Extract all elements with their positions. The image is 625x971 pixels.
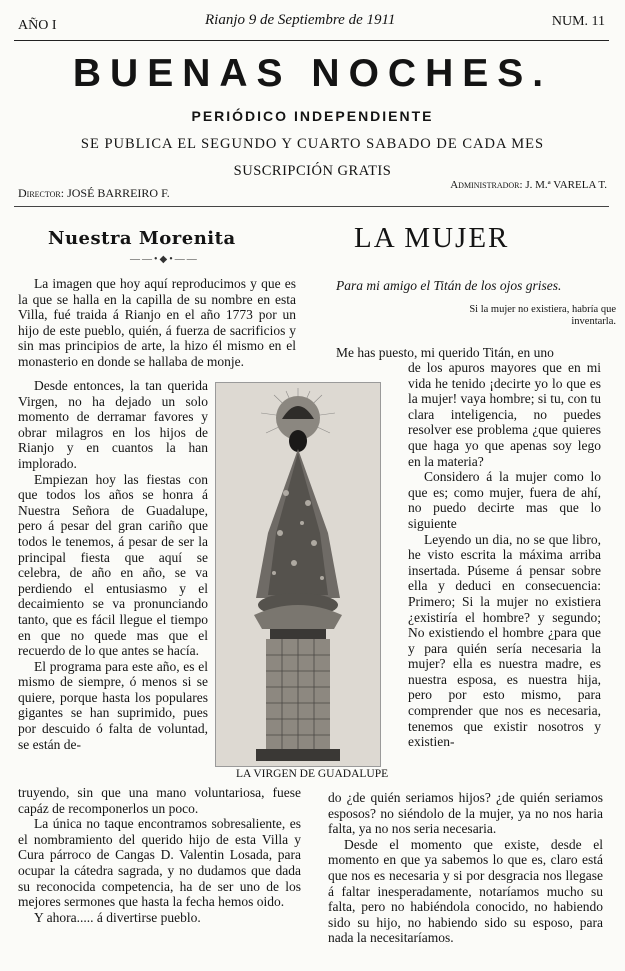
subscription-note: SUSCRIPCIÓN GRATIS — [233, 163, 392, 179]
paragraph: Y ahora..... á divertirse pueblo. — [34, 909, 201, 925]
virgin-figure-image — [215, 382, 381, 767]
morenita-narrow-column — [18, 378, 208, 752]
paragraph: La imagen que hoy aquí reproducimos y que es la que se halla en la capilla de su nombre en esta Villa, fué traida á Rianjo en el año 1773 por un hijo de este pueblo, quién, á fuerza de sacrificios y sin mas principios de arte, la hizo él mismo en el monasterio en donde se hallaba de monje. — [18, 276, 296, 369]
mujer-first-line — [336, 345, 601, 361]
mujer-narrow-column — [408, 360, 601, 750]
article-heading-morenita: Nuestra Morenita — [48, 228, 236, 249]
director-credit — [18, 186, 170, 201]
virgin-illustration — [216, 383, 380, 766]
paragraph: truyendo, sin que una mano voluntariosa, fuese capáz de recomponerlos un poco. — [18, 785, 301, 816]
director-label: Director: — [18, 186, 65, 200]
director-name: JOSÉ BARREIRO F. — [67, 186, 170, 200]
paragraph: Empiezan hoy las fiestas con que todos los años se honra á Nuestra Señora de Guadalupe, pero á pesar del gran cariño que todos le tenemos, á pesar de ser la principal fiesta que aquí se celebra, de año en año, se va perdiendo el entusiasmo y el decaimiento se va pronunciando tanto, que es fácil llegue el tiempo en que no quede mas que el recuerdo de lo que antes se hacía. — [18, 471, 208, 659]
administrator-credit — [450, 179, 607, 191]
paragraph: Desde entonces, la tan querida Virgen, no ha dejado un solo momento de derramar favores y obrar milagros en los hijos de Rianjo y en cuantos la han implorado. — [18, 378, 208, 471]
paragraph: Desde el momento que existe, desde el momento en que ya sabemos lo que es, claro está que nos es necesaria y si por desgracia nos llegase á faltar inesperadamente, notaríamos mucho su falta, pero no habiéndola conocido, no habiendo sido su hijo, no habiendo sido su esposo, para nada la necesitaríamos. — [328, 836, 603, 946]
publication-schedule: SE PUBLICA EL SEGUNDO Y CUARTO SABADO DE CADA MES — [80, 136, 545, 152]
morenita-intro — [18, 276, 296, 370]
masthead-rule — [14, 206, 609, 207]
paragraph: Considero á la mujer como lo que es; como mujer, fuera de ahí, no puedo decirte mas que lo siguiente — [408, 469, 601, 531]
paragraph: Me has puesto, mi querido Titán, en uno — [336, 345, 554, 360]
mujer-bottom-column — [328, 790, 603, 946]
issue-year: AÑO I — [18, 18, 57, 33]
paragraph: de los apuros mayores que en mi vida he tenido ¡decirte yo lo que es la mujer! vaya hombre; si tu, con tu clara inteligencia, no puedes resolver ese problema ¿que quieres que haga yo que apenas soy lego en la materia? — [408, 360, 601, 469]
administrator-name: J. M.ª VARELA T. — [525, 179, 607, 191]
newspaper-title: BUENAS NOCHES. — [72, 52, 553, 95]
article-heading-mujer: LA MUJER — [354, 222, 510, 254]
figure-caption: LA VIRGEN DE GUADALUPE — [236, 768, 389, 780]
newspaper-subtitle: PERIÓDICO INDEPENDIENTE — [191, 108, 434, 124]
administrator-label: Administrador: — [450, 179, 523, 191]
article-dedication: Para mi amigo el Titán de los ojos grises. — [336, 278, 562, 293]
paragraph: La única no taque encontramos sobresaliente, es el nombramiento del querido hijo de esta Villa y Cura párroco de Cangas D. Valentin Losada, para ocupar la cátedra sagrada, y no dudamos que dada su reconocida competencia, ha de ser uno de los mejores sermones que hasta la fecha hemos oido. — [18, 816, 301, 910]
issue-number: NUM. 11 — [551, 14, 605, 29]
article-epigraph: Si la mujer no existiera, habría que inventarla. — [469, 304, 616, 327]
paragraph: Leyendo un dia, no se que libro, he visto escrita la máxima arriba insertada. Púseme á pensar sobre ella y deduci en consecuencia: Primero; Si la mujer no existiera ¿existiría el hombre? y segundo; No existiendo el hombre ¿para que y para quién sería necesaria la mujer? ella es nuestra madre, es nuestra esposa, es nuestra hija, pero por esto mismo, para comprender que nos es necesaria, tenemos que existir nosotros y existien- — [408, 531, 601, 750]
heading-ornament: ——•◆•—— — [130, 254, 199, 265]
header-rule — [14, 40, 609, 41]
morenita-bottom-column — [18, 785, 301, 925]
dateline: Rianjo 9 de Septiembre de 1911 — [205, 12, 396, 28]
paragraph: El programa para este año, es el mismo de siempre, ó menos si se quiere, porque hasta los populares gigantes se han suprimido, pues por descuido ó falta de voluntad, se están de- — [18, 658, 208, 752]
paragraph: do ¿de quién seriamos hijos? ¿de quién seriamos esposos? no siéndolo de la mujer, ya no nos haria falta, ya no nos seria necesaria. — [328, 790, 603, 837]
